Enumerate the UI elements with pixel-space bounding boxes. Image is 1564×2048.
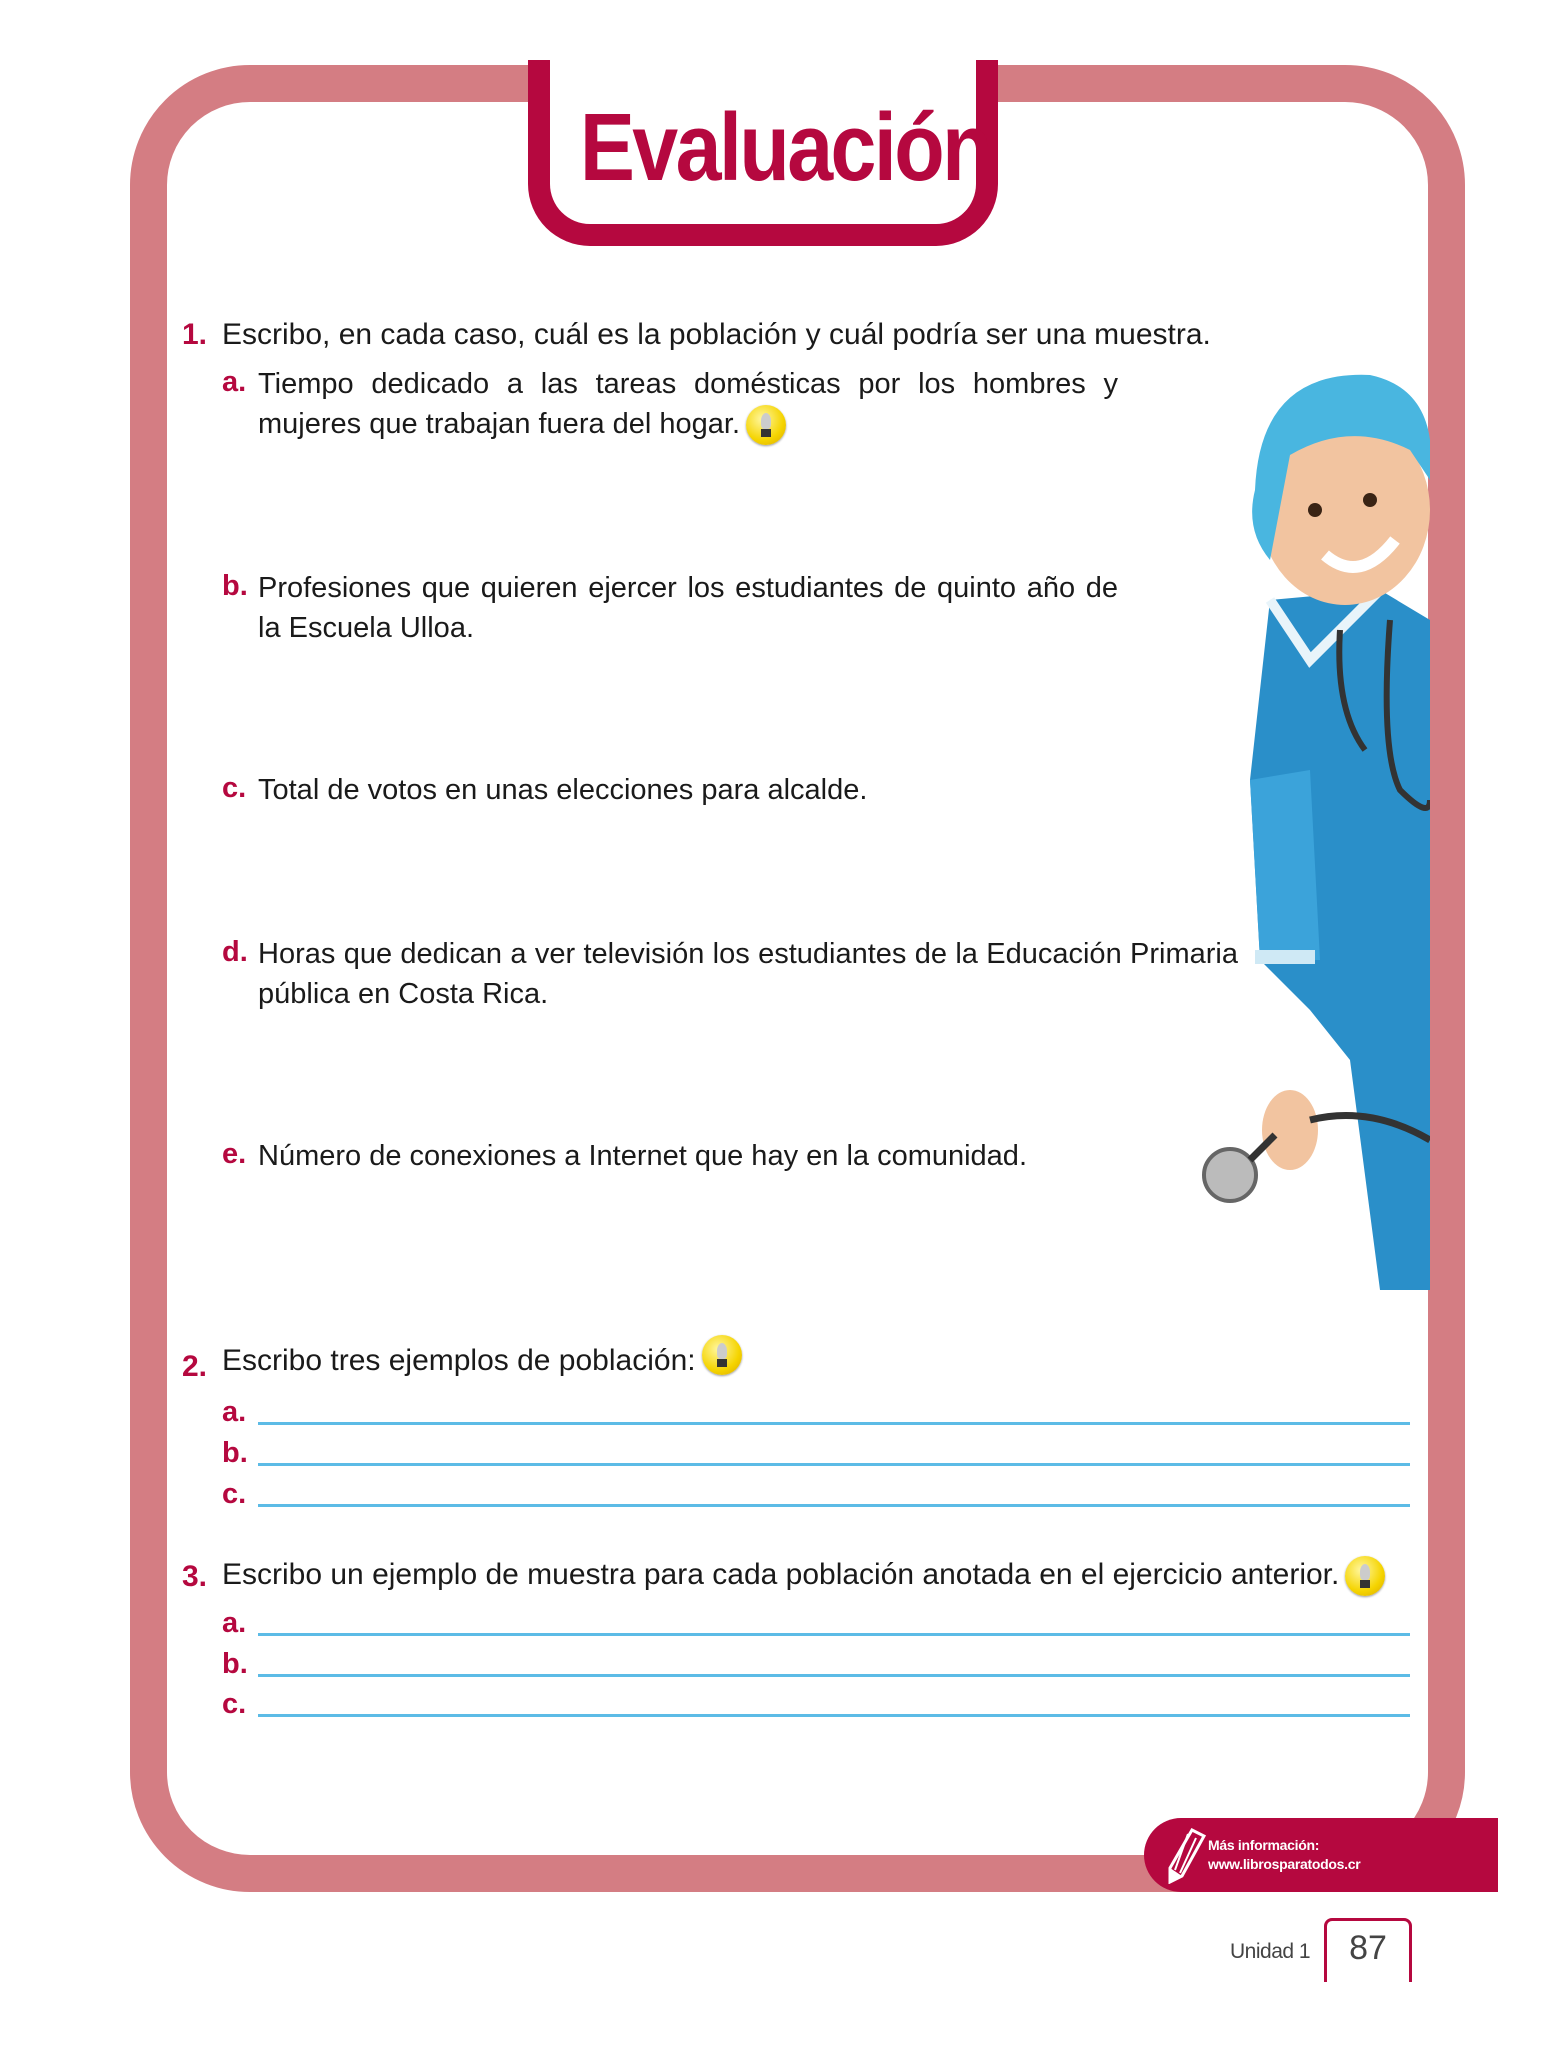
more-info-url[interactable]: www.librosparatodos.cr	[1208, 1856, 1361, 1872]
list-item: Número de conexiones a Internet que hay en la comunidad.	[258, 1140, 1027, 1172]
item-label: c.	[222, 772, 247, 804]
question-number: 3.	[182, 1560, 208, 1593]
item-label: d.	[222, 936, 248, 968]
answer-line[interactable]	[258, 1504, 1410, 1507]
page-number-box	[1324, 1918, 1412, 1982]
answer-line[interactable]	[258, 1633, 1410, 1636]
question-text: Escribo, en cada caso, cuál es la población y cuál podría ser una muestra.	[222, 318, 1211, 351]
more-info-text	[1208, 1836, 1360, 1874]
question-text-label: Escribo un ejemplo de muestra para cada población anotada en el ejercicio anterior.	[222, 1557, 1340, 1591]
line-label: c.	[222, 1688, 247, 1720]
answer-line[interactable]	[258, 1714, 1410, 1717]
answer-line[interactable]	[258, 1463, 1410, 1466]
item-label: b.	[222, 570, 248, 602]
list-item: Total de votos en unas elecciones para alcalde.	[258, 774, 868, 806]
question-text	[222, 1344, 742, 1378]
line-label: a.	[222, 1607, 247, 1639]
line-label: b.	[222, 1648, 248, 1680]
lightbulb-icon	[702, 1335, 742, 1375]
list-item: Profesiones que quieren ejercer los estudiantes de quinto año de la Escuela Ulloa.	[258, 572, 1118, 644]
title-tab	[528, 60, 998, 246]
answer-line[interactable]	[258, 1422, 1410, 1425]
question-number: 2.	[182, 1350, 208, 1383]
question-number: 1.	[182, 318, 208, 351]
list-item	[258, 364, 1118, 445]
item-text: Tiempo dedicado a las tareas domésticas por los hombres y mujeres que trabajan fuera del hogar.	[258, 368, 1118, 440]
line-label: c.	[222, 1478, 247, 1510]
lightbulb-icon	[1345, 1556, 1385, 1596]
list-item: Horas que dedican a ver televisión los estudiantes de la Educación Primaria pública en Costa Rica.	[258, 938, 1238, 1010]
more-info-banner	[1144, 1818, 1498, 1892]
page-number: 87	[1349, 1929, 1387, 1967]
item-label: a.	[222, 366, 247, 398]
answer-line[interactable]	[258, 1674, 1410, 1677]
line-label: a.	[222, 1396, 247, 1428]
more-info-label: Más información:	[1208, 1837, 1320, 1853]
item-label: e.	[222, 1138, 247, 1170]
line-label: b.	[222, 1437, 248, 1469]
question-text	[222, 1556, 1385, 1596]
pencil-icon	[1166, 1828, 1206, 1884]
page-title: Evaluación	[579, 94, 990, 201]
lightbulb-icon	[746, 405, 786, 445]
unit-label: Unidad 1	[1230, 1940, 1311, 1963]
question-text-label: Escribo tres ejemplos de población:	[222, 1344, 696, 1377]
